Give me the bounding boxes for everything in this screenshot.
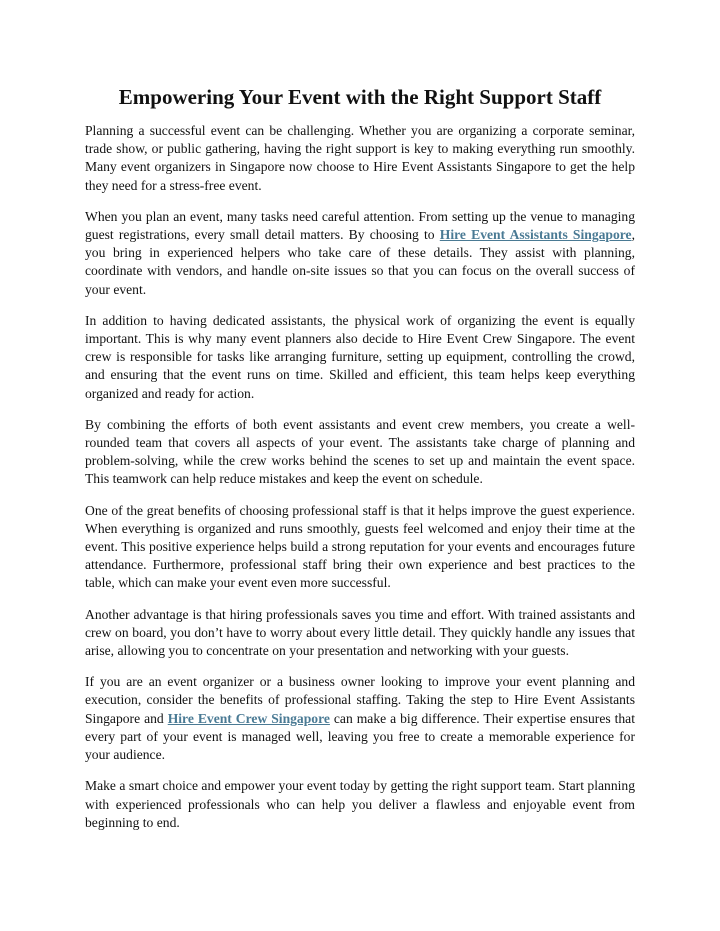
hire-event-crew-link[interactable]: Hire Event Crew Singapore	[167, 710, 330, 726]
paragraph-intro: Planning a successful event can be challenging. Whether you are organizing a corporate seminar, trade show, or public gathering, having the right support is key to making everything run smoothly. Many event organizers in Singapore now choose to Hire Event Assistants Singapore to get the help they need for a stress-free event.	[85, 123, 635, 193]
paragraph-time-savings: Another advantage is that hiring professionals saves you time and effort. With trained assistants and crew on board, you don’t have to worry about every little detail. They quickly handle any issues that arise, allowing you to concentrate on your presentation and networking with your guests.	[85, 606, 635, 659]
paragraph-text: When you plan an event, many tasks need careful attention. From setting up the venue to managing guest registrations, every small detail matters. By choosing to	[85, 208, 635, 243]
paragraph-text: , you bring in experienced helpers who take care of these details. They assist with planning, coordinate with vendors, and handle on-site issues so that you can focus on the overall success of your event.	[85, 227, 635, 297]
paragraph-conclusion: Make a smart choice and empower your event today by getting the right support team. Start planning with experienced professionals who can help you deliver a flawless and enjoyable event from beginning to end.	[85, 778, 635, 830]
paragraph-text: If you are an event organizer or a business owner looking to improve your event planning and execution, consider the benefits of professional staffing. Taking the step to Hire Event Assistants Singapore and	[85, 674, 635, 726]
paragraph-guest-experience: One of the great benefits of choosing professional staff is that it helps improve the guest experience. When everything is organized and runs smoothly, guests feel welcomed and enjoy their time at the event. This positive experience helps build a strong reputation for your events and encourages future attendance. Furthermore, professional staff bring their own experience and best practices to the table, which can make your event even more successful.	[85, 502, 635, 591]
paragraph-text: can make a big difference. Their expertise ensures that every part of your event is managed well, leaving you free to create a memorable experience for your audience.	[85, 710, 635, 763]
paragraph-crew: In addition to having dedicated assistants, the physical work of organizing the event is equally important. This is why many event planners also decide to Hire Event Crew Singapore. The event crew is responsible for tasks like arranging furniture, setting up equipment, controlling the crowd, and ensuring that the event runs on time. Skilled and efficient, this team helps keep everything organized and ready for action.	[85, 312, 635, 401]
page-title: Empowering Your Event with the Right Support Staff	[118, 85, 602, 109]
article-body	[85, 122, 635, 845]
paragraph-teamwork: By combining the efforts of both event assistants and event crew members, you create a well-rounded team that covers all aspects of your event. The assistants take charge of planning and problem-solving, while the crew works behind the scenes to set up and maintain the event space. This teamwork can help reduce mistakes and keep the event on schedule.	[85, 416, 635, 487]
paragraph-assistants	[85, 208, 635, 299]
paragraph-organizer	[85, 673, 635, 764]
hire-event-assistants-link[interactable]: Hire Event Assistants Singapore	[439, 227, 632, 243]
